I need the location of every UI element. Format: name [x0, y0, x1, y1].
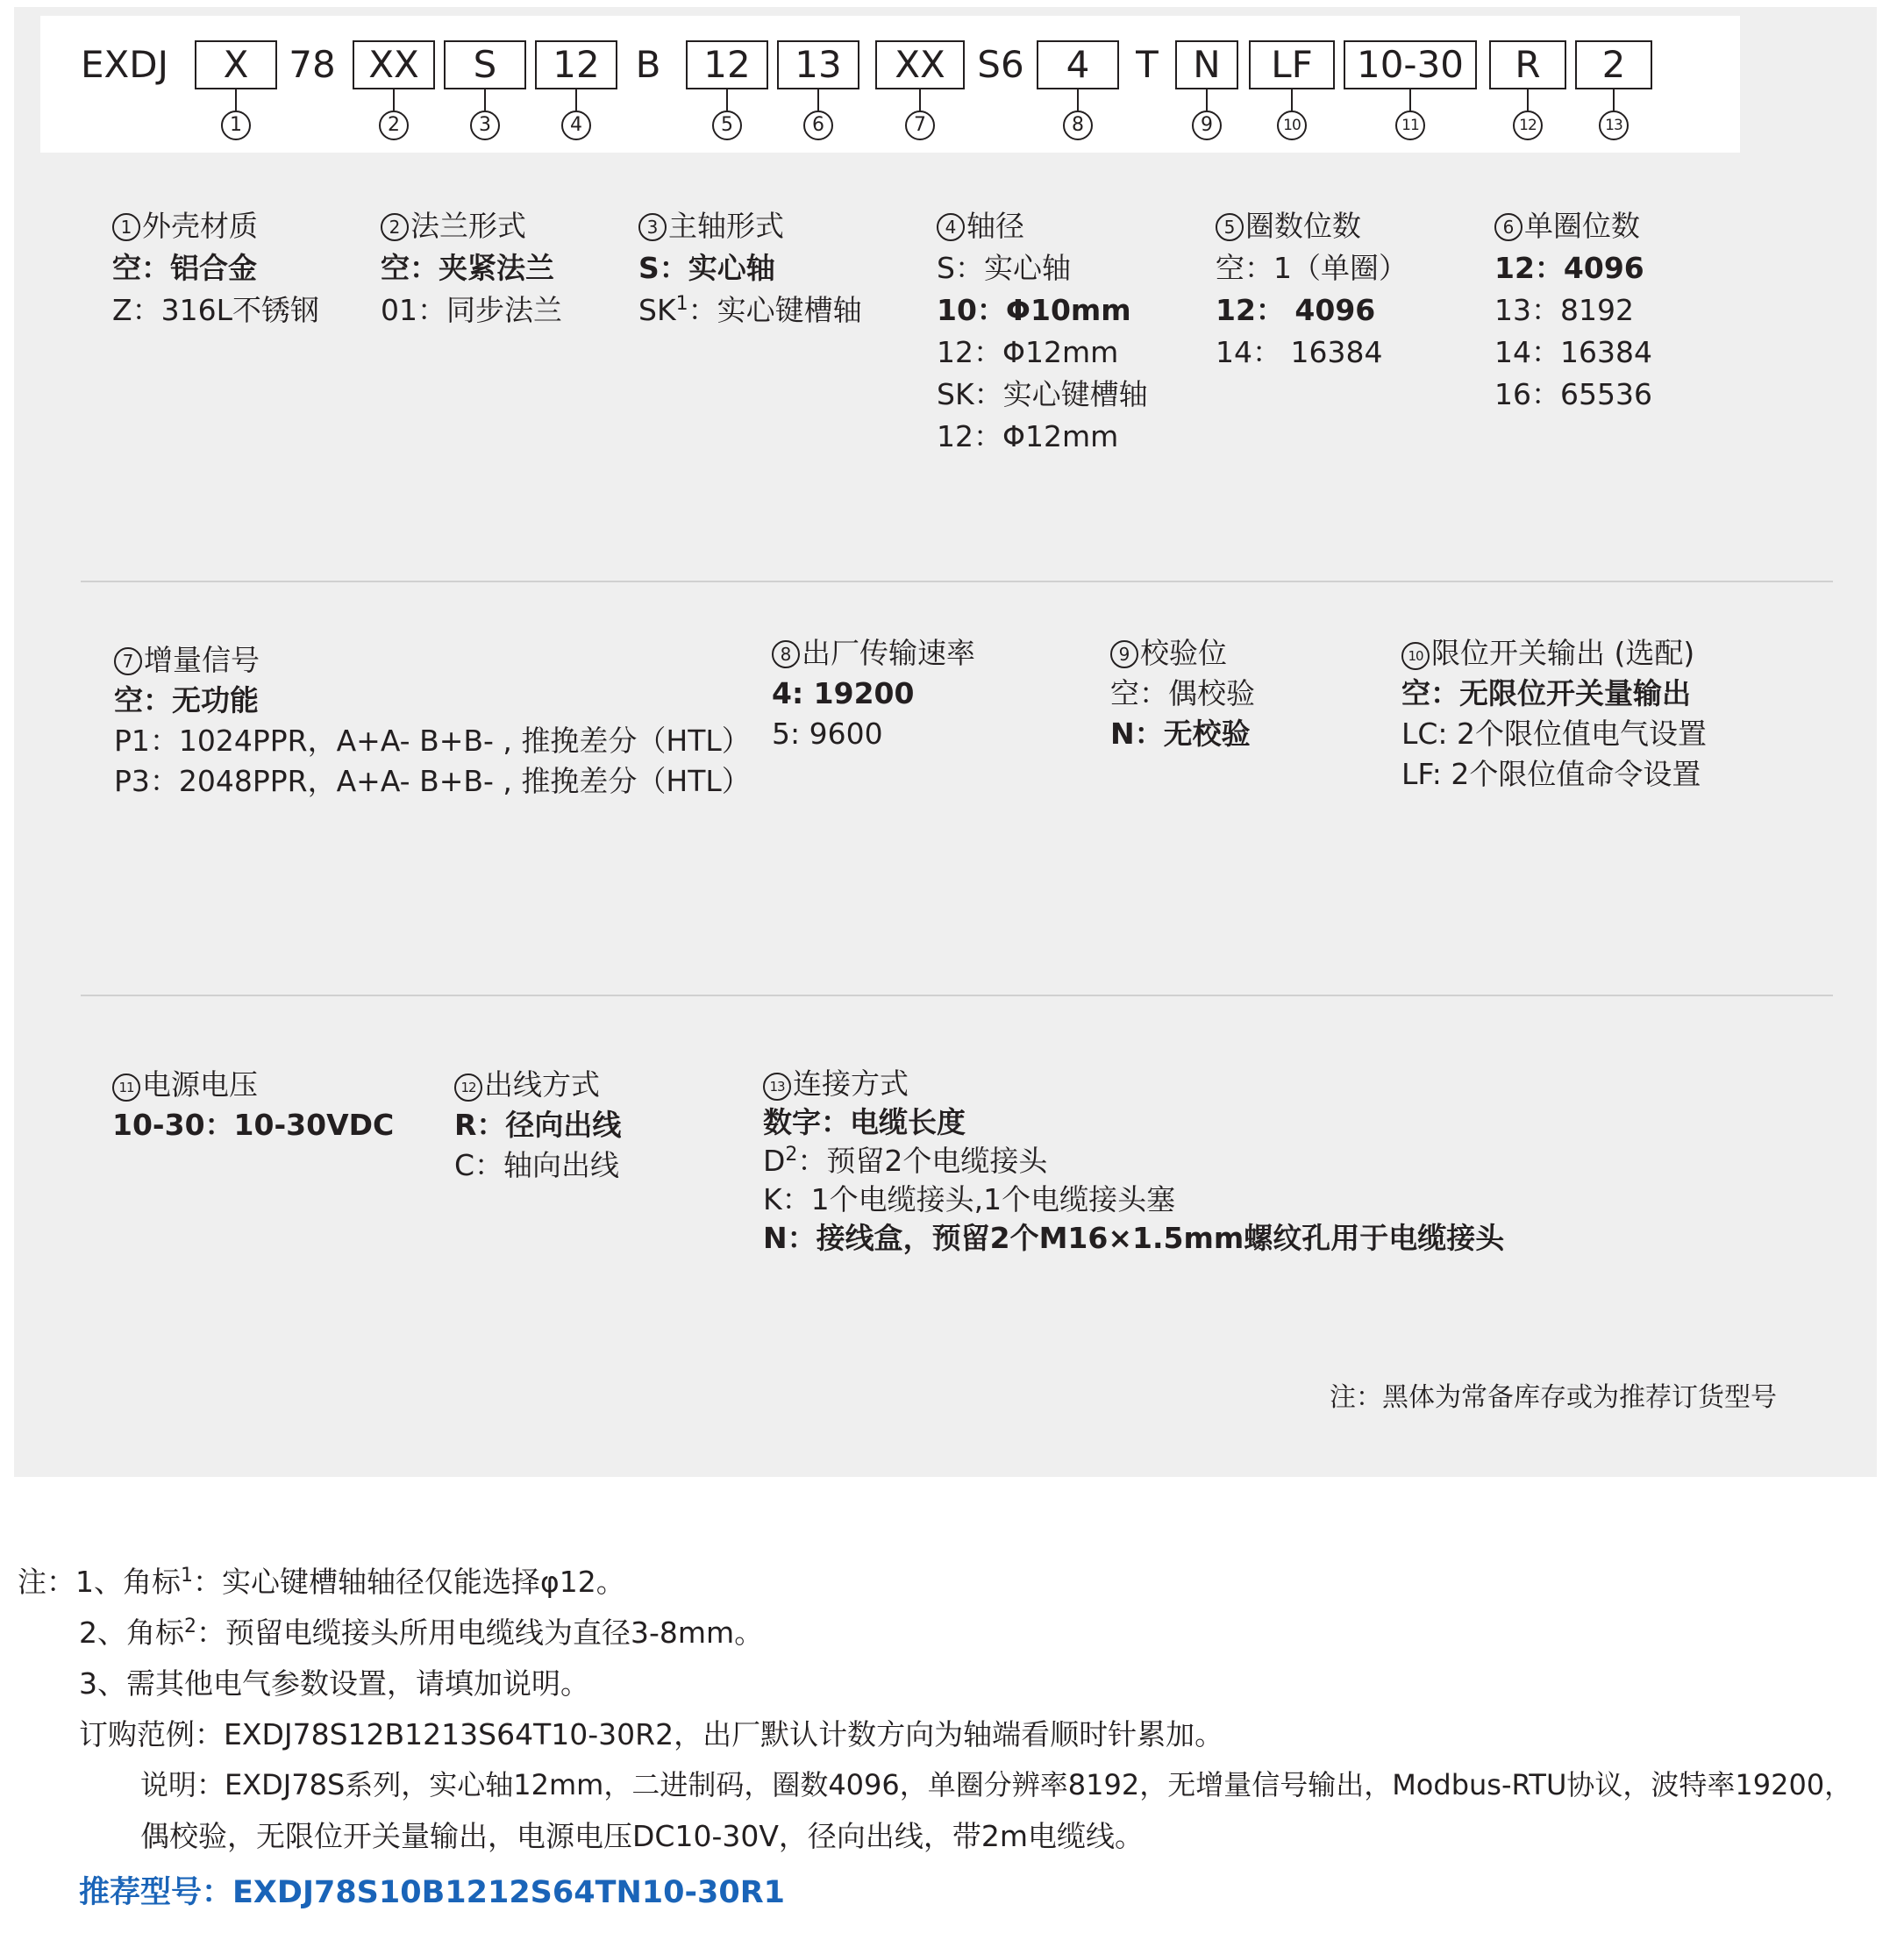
code-binary: B [635, 43, 661, 86]
option-line: 01：同步法兰 [381, 293, 562, 327]
section-title: 4 轴径 [937, 205, 1148, 247]
code-field-shaft: S [444, 40, 526, 89]
option-default: N：无校验 [1110, 717, 1251, 751]
section-limit [1401, 633, 1707, 795]
option-line: 16：65536 [1494, 377, 1652, 411]
code-field-housing: X [195, 40, 277, 89]
marker-12: 12 [1513, 111, 1543, 140]
recommended-model: 推荐型号：EXDJ78S10B1212S64TN10-30R1 [79, 1875, 786, 1910]
section-title: 3 主轴形式 [638, 205, 862, 247]
note-1: 注：1、角标$^1$：实心键槽轴轴径仅能选择φ12。 [18, 1565, 625, 1599]
marker-1-badge: 1 [112, 213, 140, 241]
note-3: 3、需其他电气参数设置，请填加说明。 [79, 1666, 589, 1701]
marker-tick [1527, 89, 1529, 111]
marker-3-badge: 3 [638, 213, 667, 241]
section-parity [1110, 633, 1255, 754]
section-title: 9 校验位 [1110, 633, 1255, 674]
marker-4: 4 [561, 111, 591, 140]
marker-tick [1409, 89, 1411, 111]
marker-tick [1077, 89, 1079, 111]
option-default: 10-30：10-30VDC [112, 1108, 395, 1142]
option-line: $D^2$：预留2个电缆接头 [763, 1144, 1048, 1178]
option-default: S：实心轴 [638, 251, 775, 285]
option-default: 数字：电缆长度 [763, 1105, 966, 1139]
section-resolution [1494, 205, 1652, 416]
marker-tick [817, 89, 819, 111]
note-2: 2、角标$^2$：预留电缆接头所用电缆线为直径3-8mm。 [79, 1616, 764, 1650]
marker-9-badge: 9 [1110, 640, 1138, 668]
marker-6-badge: 6 [1494, 213, 1522, 241]
section-title: 5 圈数位数 [1216, 205, 1408, 247]
option-line: SK：实心键槽轴 [937, 377, 1148, 411]
example-description-1: 说明：EXDJ78S系列，实心轴12mm，二进制码，圈数4096，单圈分辨率8192，无增量信号输出，Modbus-RTU协议，波特率19200， [140, 1768, 1853, 1801]
superscript-2: 2 [184, 1616, 196, 1637]
section-voltage [112, 1065, 394, 1145]
option-default: 12：4096 [1494, 251, 1644, 285]
option-line: LC: 2个限位值电气设置 [1401, 717, 1708, 751]
example-description-2: 偶校验，无限位开关量输出，电源电压DC10-30V，径向出线，带2m电缆线。 [140, 1819, 1145, 1853]
section-title: 11 电源电压 [112, 1065, 394, 1105]
marker-9: 9 [1192, 111, 1222, 140]
section-baud [772, 633, 975, 754]
code-field-diameter: 12 [535, 40, 617, 89]
superscript-1: 1 [675, 293, 688, 315]
marker-tick [393, 89, 395, 111]
code-field-connection: 2 [1575, 40, 1652, 89]
code-prefix: EXDJ [80, 43, 169, 86]
code-field-limit: LF [1249, 40, 1335, 89]
marker-2: 2 [379, 111, 409, 140]
section-title: 10 限位开关输出 (选配) [1401, 633, 1707, 674]
option-default: 空：无功能 [114, 683, 259, 717]
marker-11: 11 [1395, 111, 1425, 140]
section-title: 13 连接方式 [763, 1065, 1504, 1103]
section-connection [763, 1065, 1504, 1258]
section-diameter [937, 205, 1148, 458]
code-field-resolution: 13 [777, 40, 859, 89]
marker-1: 1 [221, 111, 251, 140]
section-title: 2 法兰形式 [381, 205, 562, 247]
marker-tick [484, 89, 486, 111]
marker-6: 6 [803, 111, 833, 140]
marker-tick [1206, 89, 1208, 111]
marker-4-badge: 4 [937, 213, 965, 241]
option-line: P1：1024PPR，A+A- B+B- , 推挽差分（HTL） [114, 724, 751, 758]
section-title: 12 出线方式 [454, 1065, 621, 1105]
marker-7-badge: 7 [114, 647, 142, 675]
marker-10-badge: 10 [1401, 642, 1430, 670]
order-example: 订购范例：EXDJ78S12B1213S64T10-30R2，出厂默认计数方向为轴端看顺时针累加。 [79, 1717, 1224, 1751]
marker-11-badge: 11 [112, 1073, 140, 1102]
section-title: 6 单圈位数 [1494, 205, 1652, 247]
code-field-baud: 4 [1037, 40, 1119, 89]
order-code-panel [14, 7, 1877, 1477]
option-line: 14：16384 [1494, 335, 1652, 369]
option-line: 12：Φ12mm [937, 335, 1119, 369]
code-protocol: S6 [977, 43, 1024, 86]
code-field-voltage: 10-30 [1344, 40, 1477, 89]
superscript-1: 1 [181, 1565, 193, 1587]
section-shaft [638, 205, 862, 332]
marker-tick [919, 89, 921, 111]
section-title: 7 增量信号 [114, 640, 751, 681]
marker-tick [726, 89, 728, 111]
code-field-outlet: R [1489, 40, 1566, 89]
divider [81, 581, 1833, 582]
option-default: 12： 4096 [1216, 293, 1376, 327]
marker-10: 10 [1277, 111, 1307, 140]
marker-tick [1291, 89, 1293, 111]
option-line: Z：316L不锈钢 [112, 293, 319, 327]
section-title: 1 外壳材质 [112, 205, 319, 247]
marker-7: 7 [905, 111, 935, 140]
option-line: 14： 16384 [1216, 335, 1383, 369]
section-housing [112, 205, 319, 332]
marker-8: 8 [1063, 111, 1093, 140]
marker-5-badge: 5 [1216, 213, 1244, 241]
marker-5: 5 [712, 111, 742, 140]
marker-tick [235, 89, 237, 111]
option-default: 空：无限位开关量输出 [1401, 676, 1691, 710]
section-flange [381, 205, 562, 332]
divider [81, 995, 1833, 996]
code-field-parity: N [1175, 40, 1238, 89]
code-series: 78 [289, 43, 336, 86]
marker-8-badge: 8 [772, 640, 800, 668]
marker-13: 13 [1599, 111, 1629, 140]
code-t: T [1136, 43, 1159, 86]
option-line: 12：Φ12mm [937, 419, 1119, 453]
option-default: 空：夹紧法兰 [381, 251, 554, 285]
option-line: P3：2048PPR，A+A- B+B- , 推挽差分（HTL） [114, 764, 751, 798]
option-line: 空：1（单圈） [1216, 251, 1408, 285]
order-code-bar [40, 16, 1740, 153]
marker-3: 3 [470, 111, 500, 140]
section-outlet [454, 1065, 621, 1186]
section-turns [1216, 205, 1408, 374]
code-field-incremental: XX [875, 40, 965, 89]
superscript-2: 2 [785, 1144, 798, 1166]
section-title: 8 出厂传输速率 [772, 633, 975, 674]
marker-tick [1613, 89, 1615, 111]
option-line: K：1个电缆接头,1个电缆接头塞 [763, 1182, 1176, 1216]
marker-2-badge: 2 [381, 213, 409, 241]
option-line: S：实心轴 [937, 251, 1071, 285]
code-field-flange: XX [353, 40, 435, 89]
marker-12-badge: 12 [454, 1073, 482, 1102]
option-line: 13：8192 [1494, 293, 1634, 327]
option-default: R：径向出线 [454, 1108, 622, 1142]
option-line: $SK^1$：实心键槽轴 [638, 293, 862, 327]
option-line: 空：偶校验 [1110, 676, 1255, 710]
marker-tick [575, 89, 577, 111]
bold-legend-note: 注：黑体为常备库存或为推荐订货型号 [1330, 1382, 1777, 1413]
option-bold: N：接线盒，预留2个M16×1.5mm螺纹孔用于电缆接头 [763, 1221, 1505, 1255]
marker-13-badge: 13 [763, 1073, 791, 1101]
option-default: 10：Φ10mm [937, 293, 1131, 327]
code-field-turns: 12 [686, 40, 768, 89]
option-line: C：轴向出线 [454, 1148, 620, 1182]
option-line: 5: 9600 [772, 717, 883, 751]
section-incremental [114, 640, 751, 802]
option-line: LF: 2个限位值命令设置 [1401, 757, 1701, 791]
option-default: 4: 19200 [772, 676, 915, 710]
option-default: 空：铝合金 [112, 251, 257, 285]
